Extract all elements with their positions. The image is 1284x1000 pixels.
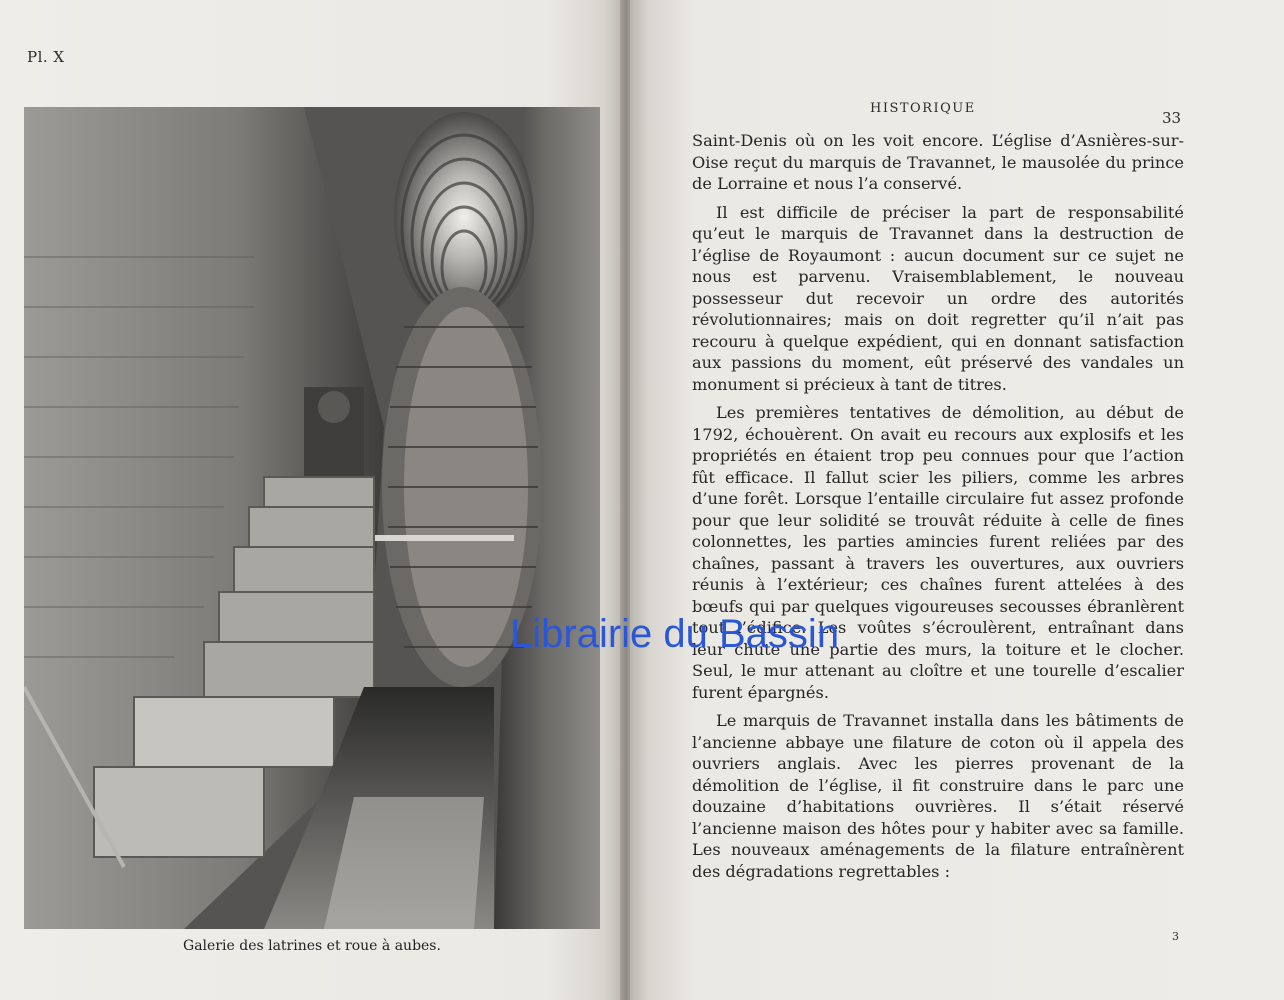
signature-mark: 3: [1172, 930, 1179, 943]
paragraph: Saint-Denis où on les voit encore. L’église d’Asnières-sur-Oise reçut du marquis de Travannet, le mausolée du prince de Lorraine et nous l’a conservé.: [692, 131, 1184, 193]
running-head: HISTORIQUE: [870, 101, 976, 116]
paragraph: Les premières tentatives de démolition, au début de 1792, échouèrent. On avait eu recours aux explosifs et les propriétés en étaient trop peu connues pour que l’action fût efficace. Il fallut scier les piliers, comme les arbres d’une forêt. Lorsque l’entaille circulaire fut assez profonde pour que leur solidité se trouvât réduite à celle de fines colonnettes, les parties amincies furent reliées par des chaînes, passant à travers les ouvertures, aux ouvriers réunis à l’extérieur; ces chaînes furent attelées à des bœufs qui par quelques vigoureuses secousses ébranlèrent tout l’édifice. Les voûtes s’écroulèrent, entraînant dans leur chute une partie des murs, la toiture et le clocher. Seul, le mur attenant au cloître et une tourelle d’escalier furent épargnés.: [692, 403, 1184, 702]
body-text: [692, 130, 1184, 889]
watermark: Librairie du Bassin: [510, 612, 840, 656]
page-number: 33: [1162, 109, 1182, 127]
left-page: [0, 0, 622, 1000]
plate-label: Pl. X: [27, 48, 65, 66]
photograph-mill-wheel: [24, 107, 600, 929]
paragraph: Le marquis de Travannet installa dans les bâtiments de l’ancienne abbaye une filature de coton où il appela des ouvriers anglais. Avec les pierres provenant de la démolition de l’église, il fit construire dans le parc une douzaine d’habitations ouvrières. Il s’était réservé l’ancienne maison des hôtes pour y habiter avec sa famille. Les nouveaux aménagements de la filature entraînèrent des dégradations regrettables :: [692, 711, 1184, 881]
paragraph: Il est difficile de préciser la part de responsabilité qu’eut le marquis de Travannet dans la destruction de l’église de Royaumont : aucun document sur ce sujet ne nous est parvenu. Vraisemblablement, le nouveau possesseur dut recevoir un ordre des autorités révolutionnaires; mais on doit regretter qu’il n’ait pas recouru à quelque expédient, qui en donnant satisfaction aux passions du moment, eût préservé des vandales un monument si précieux à tant de titres.: [692, 202, 1184, 394]
photo-caption: Galerie des latrines et roue à aubes.: [183, 938, 441, 954]
photo-illustration: [24, 107, 600, 929]
